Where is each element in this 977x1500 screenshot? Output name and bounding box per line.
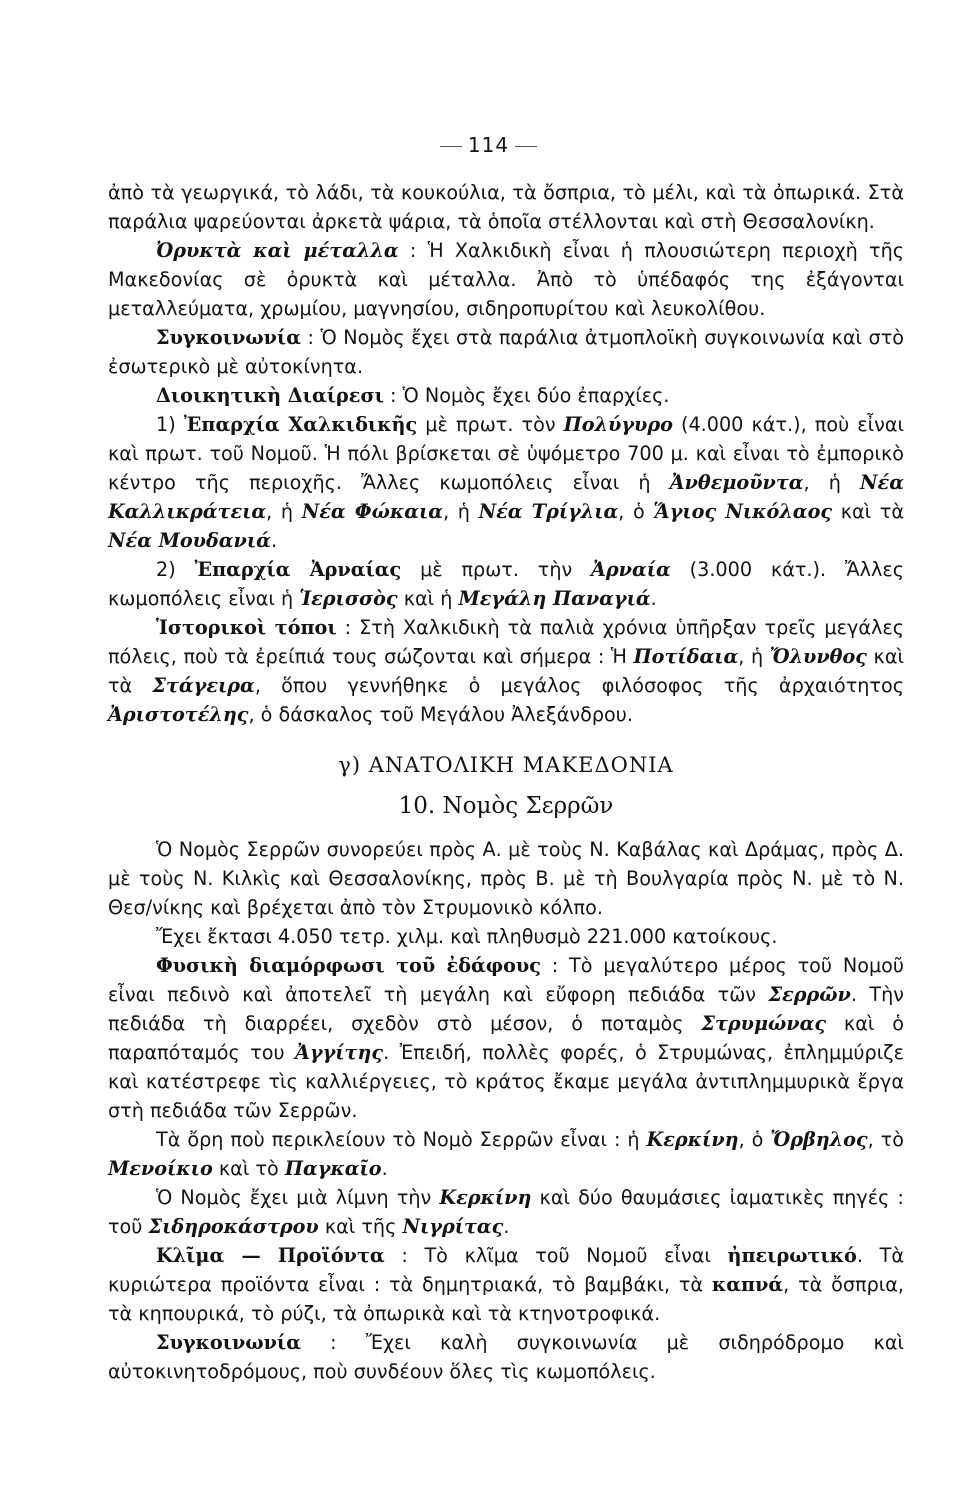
transport-label: Συγκοινωνία xyxy=(156,326,301,349)
lake-kerkini: Κερκίνη xyxy=(439,1186,532,1209)
mountains-text-1: Τὰ ὄρη ποὺ περικλείουν τὸ Νομὸ Σερρῶν εἶναι : ἡ xyxy=(156,1128,647,1151)
place-stageira: Στάγειρα xyxy=(152,674,255,697)
historic-sites-label: Ἱστορικοὶ τόποι xyxy=(156,616,337,639)
lake-text-4: . xyxy=(503,1215,510,1238)
place-serres: Σερρῶν xyxy=(768,983,851,1006)
mountain-orvilos: Ὄρβηλος xyxy=(770,1128,868,1151)
administration-text: : Ὁ Νομὸς ἔχει δύο ἐπαρχίες. xyxy=(383,384,670,407)
paragraph-minerals xyxy=(108,236,904,323)
province-2-text-4: . xyxy=(650,587,657,610)
historic-text-1: : Στὴ Χαλκιδικὴ τὰ παλιὰ χρόνια ὑπῆρξαν τρεῖς μεγάλες πόλεις, ποὺ τὰ ἐρείπιά τους σώζονται καὶ σήμερα : Ἡ xyxy=(108,616,904,668)
historic-text-4: , ὅπου γεννήθηκε ὁ μεγάλος φιλόσοφος τῆς ἀρχαιότητος xyxy=(254,674,904,697)
lake-text-2: καὶ δύο θαυμάσιες ἰαματικὲς πηγές : τοῦ xyxy=(108,1186,905,1238)
place-nea-triglia: Νέα Τρίγλια xyxy=(478,500,619,523)
province-1-text-3: , ἡ xyxy=(803,471,861,494)
province-1-text-6: , ὁ xyxy=(618,500,654,523)
climate-text-1: : Τὸ κλῖμα τοῦ Νομοῦ εἶναι xyxy=(384,1244,728,1267)
historic-text-2: , ἡ xyxy=(738,645,770,668)
place-potidaia: Ποτίδαια xyxy=(633,645,739,668)
province-1-text-4: , ἡ xyxy=(266,500,302,523)
place-nea-moudania: Νέα Μουδανιά xyxy=(108,529,271,552)
province-1-text-1: μὲ πρωτ. τὸν xyxy=(417,413,564,436)
mountains-text-2: , ὁ xyxy=(738,1128,771,1151)
mountains-text-4: καὶ τὸ xyxy=(212,1157,285,1180)
mountains-text-3: , τὸ xyxy=(867,1128,904,1151)
page-number-dash-left xyxy=(440,146,462,147)
climate-text-3: , τὰ ὄσπρια, τὰ κηπουρικά, τὸ ρύζι, τὰ ὀπωρικὰ καὶ τὰ κτηνοτροφικά. xyxy=(108,1273,904,1325)
terrain-text-2: . Τὴν πεδιάδα τὴ διαρρέει, σχεδὸν στὸ μέσον, ὁ ποταμὸς xyxy=(108,983,904,1035)
paragraph-terrain xyxy=(108,951,904,1125)
section-heading: γ) ΑΝΑΤΟΛΙΚΗ ΜΑΚΕΔΟΝΙΑ xyxy=(338,753,674,777)
page-number-line xyxy=(0,133,977,157)
spring-nigrita: Νιγρίτας xyxy=(402,1215,504,1238)
historic-text-5: , ὁ δάσκαλος τοῦ Μεγάλου Ἀλεξάνδρου. xyxy=(248,703,633,726)
mountain-pangaio: Παγκαῖο xyxy=(284,1157,382,1180)
transport-text: : Ὁ Νομὸς ἔχει στὰ παράλια ἀτμοπλοϊκὴ συγκοινωνία καὶ στὸ ἐσωτερικὸ μὲ αὐτοκίνητα. xyxy=(108,326,904,378)
lake-text-3: καὶ τῆς xyxy=(318,1215,403,1238)
administration-label: Διοικητικὴ Διαίρεσι xyxy=(156,384,384,407)
subsection-heading: 10. Νομὸς Σερρῶν xyxy=(398,793,614,819)
terrain-text-3: καὶ ὁ παραπόταμός του xyxy=(108,1012,904,1064)
paragraph-province-arnaia xyxy=(108,555,904,613)
paragraph-products-continued: ἀπὸ τὰ γεωργικά, τὸ λάδι, τὰ κουκούλια, τὰ ὄσπρια, τὸ μέλι, καὶ τὰ ὀπωρικά. Στὰ παράλια ψαρεύονται ἀρκετὰ ψάρια, τὰ ὁποῖα στέλλονται καὶ στὴ Θεσσαλονίκη. xyxy=(108,181,904,233)
province-1-text-8: . xyxy=(270,529,278,552)
page-number: 114 xyxy=(467,133,510,157)
place-nea-fokaia: Νέα Φώκαια xyxy=(301,500,444,523)
province-1-label: Ἐπαρχία Χαλκιδικῆς xyxy=(183,413,418,436)
terrain-label: Φυσικὴ διαμόρφωσι τοῦ ἐδάφους xyxy=(156,954,541,977)
climate-continental: ἠπειρωτικό xyxy=(727,1244,857,1267)
paragraph-lake-springs xyxy=(108,1183,904,1241)
transport-serres-text: : Ἔχει καλὴ συγκοινωνία μὲ σιδηρόδρομο καὶ αὐτοκινητοδρόμους, ποὺ συνδέουν ὅλες τὶς κωμοπόλεις. xyxy=(108,1331,904,1383)
transport-serres-label: Συγκοινωνία xyxy=(156,1331,301,1354)
province-2-label: Ἐπαρχία Ἀρναίας xyxy=(194,558,402,581)
mountains-text-5: . xyxy=(381,1157,388,1180)
paragraph-transport-serres xyxy=(108,1328,904,1386)
historic-text-3: καὶ τὰ xyxy=(108,645,904,697)
province-1-text-2: (4.000 κάτ.), ποὺ εἶναι καὶ πρωτ. τοῦ Νομοῦ. Ἡ πόλι βρίσκεται σὲ ὑψόμετρο 700 μ. καὶ εἶναι τὸ ἐμπορικὸ κέντρο τῆς περιοχῆς. Ἄλλες κωμοπόλεις εἶναι ἡ xyxy=(108,413,904,494)
paragraph-serres-area: Ἔχει ἔκτασι 4.050 τετρ. χιλμ. καὶ πληθυσμὸ 221.000 κατοίκους. xyxy=(156,925,778,948)
province-2-text-1: μὲ πρωτ. τὴν xyxy=(401,558,592,581)
province-1-number: 1) xyxy=(156,413,184,436)
place-nea-kallikrateia: Νέα Καλλικράτεια xyxy=(108,471,904,523)
paragraph-province-chalkidiki xyxy=(108,410,904,555)
climate-label: Κλῖμα — Προϊόντα xyxy=(156,1244,385,1267)
paragraph-historic-sites xyxy=(108,613,904,729)
page-body xyxy=(108,178,904,1386)
river-angitis: Ἀγγίτης xyxy=(295,1041,384,1064)
paragraph-administration xyxy=(108,381,904,410)
terrain-text-1: : Τὸ μεγαλύτερο μέρος τοῦ Νομοῦ εἶναι πεδινὸ καὶ ἀποτελεῖ τὴ μεγάλη καὶ εὔφορη πεδιάδα τῶν xyxy=(108,954,904,1006)
minerals-label: Ὀρυκτὰ καὶ μέταλλα xyxy=(156,239,399,262)
province-2-text-2: (3.000 κάτ.). Ἄλλες κωμοπόλεις εἶναι ἡ xyxy=(108,558,905,610)
page-number-dash-right xyxy=(515,146,537,147)
province-1-text-7: καὶ τὰ xyxy=(832,500,904,523)
paragraph-climate-products xyxy=(108,1241,904,1328)
mountain-kerkini: Κερκίνη xyxy=(646,1128,739,1151)
spring-sidirokastro: Σιδηροκάστρου xyxy=(148,1215,319,1238)
place-olynthos: Ὄλυνθος xyxy=(769,645,867,668)
person-aristotle: Ἀριστοτέλης xyxy=(108,703,249,726)
province-1-text-5: , ἡ xyxy=(443,500,479,523)
place-ierissos: Ἱερισσὸς xyxy=(299,587,398,610)
place-arnaia: Ἀρναία xyxy=(591,558,671,581)
climate-text-2: . Τὰ κυριώτερα προϊόντα εἶναι : τὰ δημητριακά, τὸ βαμβάκι, τὰ xyxy=(108,1244,904,1296)
place-polygyros: Πολύγυρο xyxy=(563,413,673,436)
paragraph-mountains xyxy=(108,1125,904,1183)
paragraph-transport-chalkidiki xyxy=(108,323,904,381)
place-anthemounta: Ἀνθεμοῦντα xyxy=(669,471,804,494)
terrain-text-4: . Ἐπειδή, πολλὲς φορές, ὁ Στρυμώνας, ἐπλημμύριζε καὶ κατέστρεφε τὶς καλλιέργειες, τὸ κράτος ἔκαμε μεγάλα ἀντιπλημμυρικὰ ἔργα στὴ πεδιάδα τῶν Σερρῶν. xyxy=(108,1041,904,1122)
river-strymonas: Στρυμώνας xyxy=(701,1012,827,1035)
place-megali-panagia: Μεγάλη Παναγιά xyxy=(458,587,651,610)
product-tobacco: καπνά xyxy=(711,1273,784,1296)
province-2-number: 2) xyxy=(156,558,195,581)
place-agios-nikolaos: Ἅγιος Νικόλαος xyxy=(653,500,833,523)
mountain-menoikio: Μενοίκιο xyxy=(108,1157,213,1180)
paragraph-serres-borders: Ὁ Νομὸς Σερρῶν συνορεύει πρὸς Α. μὲ τοὺς Ν. Καβάλας καὶ Δράμας, πρὸς Δ. μὲ τοὺς Ν. Κιλκὶς καὶ Θεσσαλονίκης, πρὸς Β. μὲ τὴ Βουλγαρία πρὸς Ν. μὲ τὸ Ν. Θεσ/νίκης καὶ βρέχεται ἀπὸ τὸν Στρυμονικὸ κόλπο. xyxy=(108,838,904,919)
lake-text-1: Ὁ Νομὸς ἔχει μιὰ λίμνη τὴν xyxy=(156,1186,440,1209)
province-2-text-3: καὶ ἡ xyxy=(397,587,459,610)
minerals-text: : Ἡ Χαλκιδικὴ εἶναι ἡ πλουσιώτερη περιοχὴ τῆς Μακεδονίας σὲ ὀρυκτὰ καὶ μέταλλα. Ἀπὸ τὸ ὑπέδαφός της ἐξάγονται μεταλλεύματα, χρωμίου, μαγνησίου, σιδηροπυρίτου καὶ λευκολίθου. xyxy=(108,239,905,320)
